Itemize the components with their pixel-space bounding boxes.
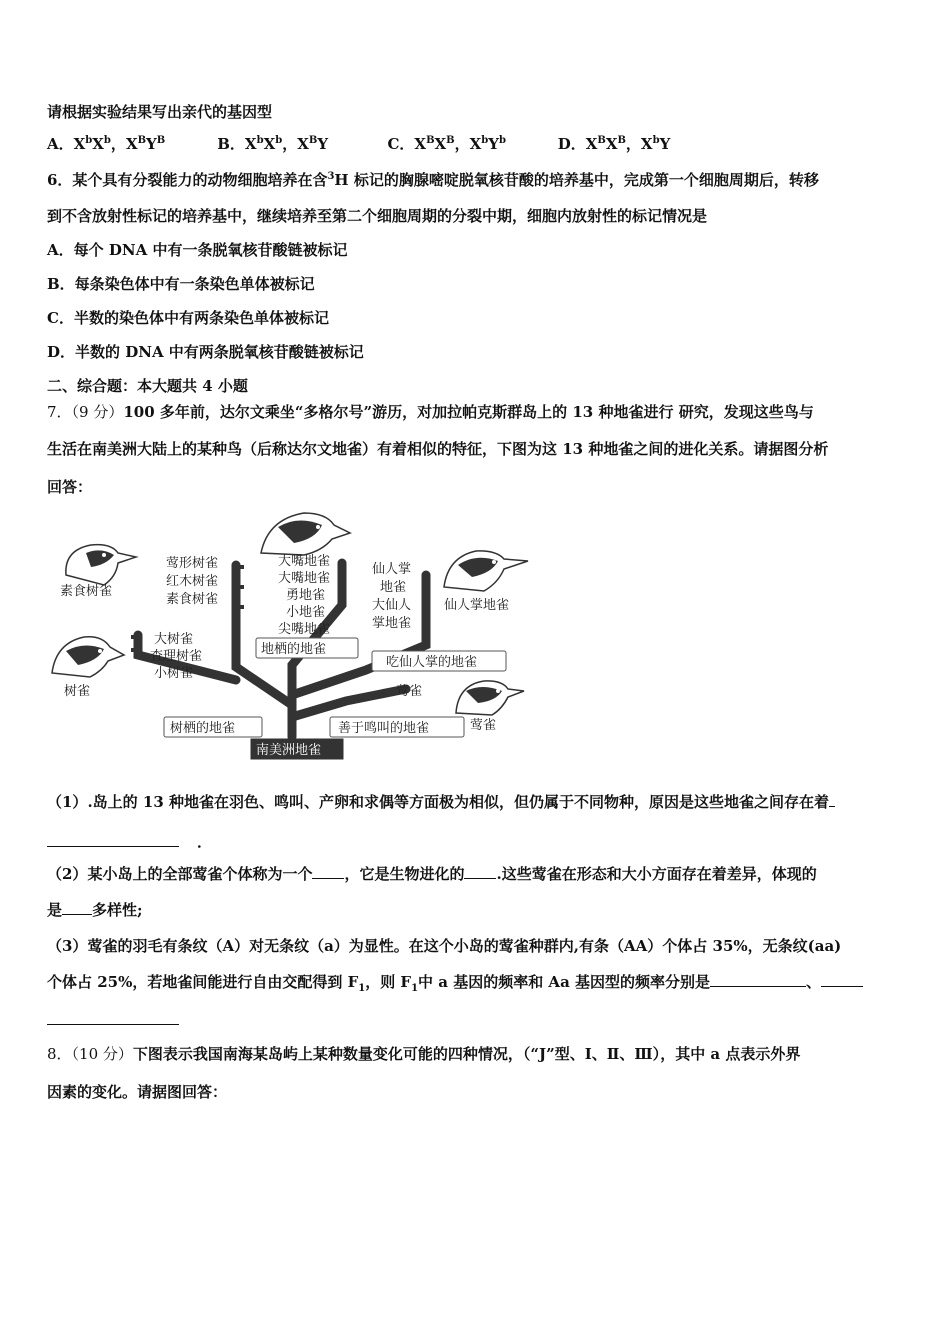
intro-text: 请根据实验结果写出亲代的基因型 (47, 103, 273, 121)
q7-sub3-line2: 个体占 25%，若地雀间能进行自由交配得到 $F_1$，则 $F_1$中 a 基因的频率和 Aa 基因型的频率分别是 、 (47, 972, 863, 992)
bird-icon-vegetarian-finch (66, 545, 136, 585)
box-song-finch (330, 717, 464, 737)
svg-text:善于鸣叫的地雀: 善于鸣叫的地雀 (338, 721, 430, 736)
q7-sub1-line2: ． (47, 832, 212, 852)
q7-stem-line3: 回答： (47, 478, 93, 496)
q6-option-a: A．每个 DNA 中有一条脱氧核苷酸链被标记 (47, 241, 348, 259)
q5-options (47, 134, 670, 154)
q6-option-d: D．半数的 DNA 中有两条脱氧核苷酸链被标记 (47, 343, 364, 361)
bird-icon-cactus-finch (444, 551, 528, 591)
label-tr-2: 大仙人 (372, 598, 412, 613)
svg-text:地栖的地雀: 地栖的地雀 (261, 642, 327, 657)
answer-blank[interactable] (47, 832, 179, 847)
label-warbler-finch: 莺雀 (470, 718, 497, 733)
label-tm-3: 小地雀 (286, 605, 326, 620)
q5-option-a: A．$X^bX^b$，$X^BY^B$ (47, 135, 166, 153)
answer-blank[interactable] (829, 792, 835, 807)
label-vegetarian-finch: 素食树雀 (60, 584, 113, 599)
label-tree-finch: 树雀 (64, 684, 91, 699)
label-ml-2: 小树雀 (154, 666, 194, 681)
label-tr-1: 地雀 (380, 580, 407, 595)
q7-sub3-line1: （3）莺雀的羽毛有条纹（A）对无条纹（a）为显性。在这个小岛的莺雀种群内,有条（AA）个体占 35%，无条纹(aa) (47, 937, 842, 955)
label-tr-0: 仙人掌 (372, 562, 412, 577)
box-tree-finch (164, 717, 262, 737)
answer-blank[interactable] (47, 1010, 179, 1025)
label-cactus-finch: 仙人掌地雀 (444, 598, 510, 613)
answer-blank[interactable] (62, 900, 92, 915)
svg-text:树栖的地雀: 树栖的地雀 (170, 721, 236, 736)
q5-option-b: B．$X^bX^b$，$X^BY$ (217, 135, 329, 153)
q6-option-b: B．每条染色体中有一条染色单体被标记 (47, 275, 315, 293)
q6-stem-line1: 6．某个具有分裂能力的动物细胞培养在含$^3$H 标记的胸腺嘧啶脱氧核苷酸的培养基中，完成第一个细胞周期后，转移 (47, 171, 819, 189)
label-tl-2: 素食树雀 (166, 592, 219, 607)
label-ml-0: 大树雀 (154, 632, 194, 647)
label-tm-2: 勇地雀 (286, 588, 326, 603)
answer-blank[interactable] (710, 972, 806, 987)
finch-evolution-figure (46, 505, 532, 767)
q7-stem-line1: 7．（9 分）100 多年前，达尔文乘坐“多格尔号”游历，对加拉帕克斯群岛上的 13 种地雀进行 研究，发现这些鸟与 (47, 403, 814, 421)
q7-stem-line2: 生活在南美洲大陆上的某种鸟（后称达尔文地雀）有着相似的特征，下图为这 13 种地雀之间的进化关系。请据图分析 (47, 440, 829, 458)
q5-option-d: D．$X^BX^B$，$X^bY$ (557, 135, 671, 153)
svg-text:吃仙人掌的地雀: 吃仙人掌的地雀 (386, 655, 478, 670)
q6-stem-line2: 到不含放射性标记的培养基中，继续培养至第二个细胞周期的分裂中期，细胞内放射性的标记情况是 (47, 207, 708, 225)
q7-sub3-line3 (47, 1010, 179, 1030)
q8-stem-line2: 因素的变化。请据图回答： (47, 1083, 228, 1101)
q5-option-c: C．$X^BX^B$，$X^bY^b$ (387, 135, 506, 153)
box-ground-finch (256, 638, 358, 658)
box-cactus-finch (372, 651, 506, 671)
svg-text:南美洲地雀: 南美洲地雀 (256, 743, 322, 758)
q7-sub2-line1: （2）某小岛上的全部莺雀个体称为一个 ，它是生物进化的 .这些莺雀在形态和大小方面存在着差异，体现的 (47, 865, 817, 883)
label-warbler-branch: 莺雀 (396, 684, 423, 699)
answer-blank[interactable] (821, 972, 863, 987)
answer-blank[interactable] (464, 864, 496, 879)
q6-option-c: C．半数的染色体中有两条染色单体被标记 (47, 309, 329, 327)
label-tl-1: 红木树雀 (166, 574, 219, 589)
label-tm-4: 尖嘴地雀 (278, 622, 331, 637)
label-tm-0: 大嘴地雀 (278, 554, 331, 569)
q7-sub2-line2: 是 多样性; (47, 901, 143, 919)
box-root-finch (251, 739, 343, 759)
label-tr-3: 掌地雀 (372, 616, 412, 631)
q7-sub1-line1: （1）.岛上的 13 种地雀在羽色、鸣叫、产卵和求偶等方面极为相似，但仍属于不同物种，原因是这些地雀之间存在着 (47, 792, 835, 812)
label-ml-1: 查理树雀 (150, 649, 203, 664)
label-tm-1: 大嘴地雀 (278, 571, 331, 586)
bird-icon-ground-finch (261, 513, 350, 555)
bird-icon-warbler-finch (456, 681, 524, 715)
answer-blank[interactable] (312, 864, 344, 879)
section-heading: 二、综合题：本大题共 4 小题 (47, 377, 248, 395)
bird-icon-tree-finch (52, 637, 124, 677)
q8-stem-line1: 8．（10 分）下图表示我国南海某岛屿上某种数量变化可能的四种情况，（“J”型、Ⅰ、Ⅱ、Ⅲ），其中 a 点表示外界 (47, 1045, 801, 1063)
label-tl-0: 莺形树雀 (166, 556, 219, 571)
